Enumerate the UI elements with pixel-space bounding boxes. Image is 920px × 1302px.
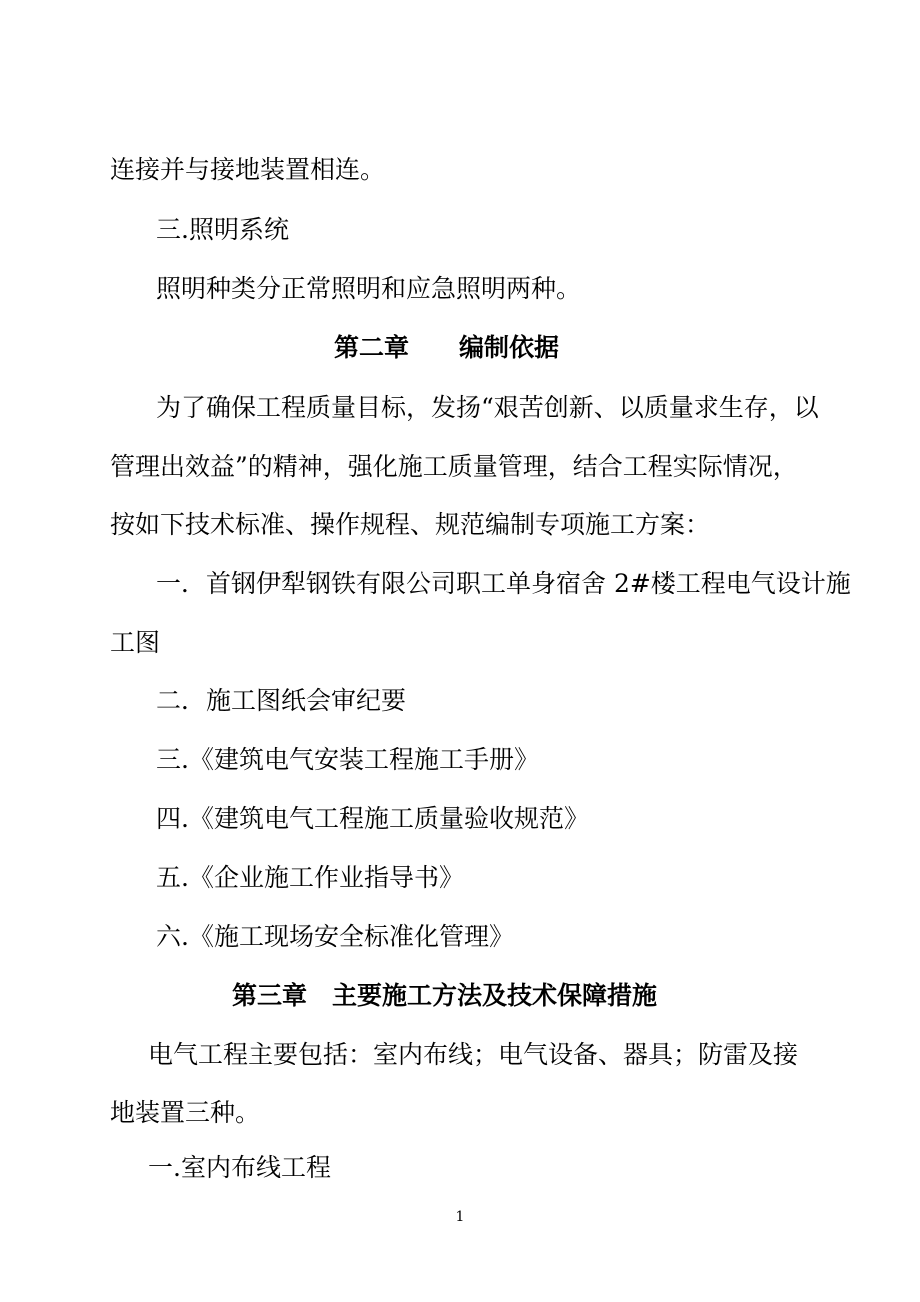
- body-text-line: 电气工程主要包括：室内布线；电气设备、器具；防雷及接: [148, 1040, 799, 1069]
- body-text-line: 地装置三种。: [110, 1098, 261, 1127]
- list-item: 六.《施工现场安全标准化管理》: [156, 922, 514, 951]
- section-heading: 一.室内布线工程: [148, 1153, 331, 1182]
- body-text-line: 连接并与接地装置相连。: [110, 155, 386, 184]
- page-number: 1: [455, 1209, 465, 1225]
- list-item: 一．首钢伊犁钢铁有限公司职工单身宿舍 2#楼工程电气设计施: [156, 569, 851, 598]
- body-text-line: 为了确保工程质量目标，发扬“艰苦创新、以质量求生存，以: [156, 393, 819, 422]
- list-item: 五.《企业施工作业指导书》: [156, 863, 464, 892]
- list-item: 二．施工图纸会审纪要: [156, 686, 407, 715]
- chapter-title: 第三章 主要施工方法及技术保障措施: [232, 981, 658, 1010]
- section-heading: 三.照明系统: [156, 215, 289, 244]
- chapter-title: 第二章 编制依据: [334, 333, 560, 362]
- body-text-line: 照明种类分正常照明和应急照明两种。: [156, 274, 582, 303]
- list-item: 四.《建筑电气工程施工质量验收规范》: [156, 804, 589, 833]
- body-text-line: 按如下技术标准、操作规程、规范编制专项施工方案：: [110, 510, 711, 539]
- list-item: 三.《建筑电气安装工程施工手册》: [156, 745, 539, 774]
- body-text-line: 管理出效益”的精神，强化施工质量管理，结合工程实际情况，: [110, 452, 798, 481]
- list-item-continuation: 工图: [110, 628, 161, 657]
